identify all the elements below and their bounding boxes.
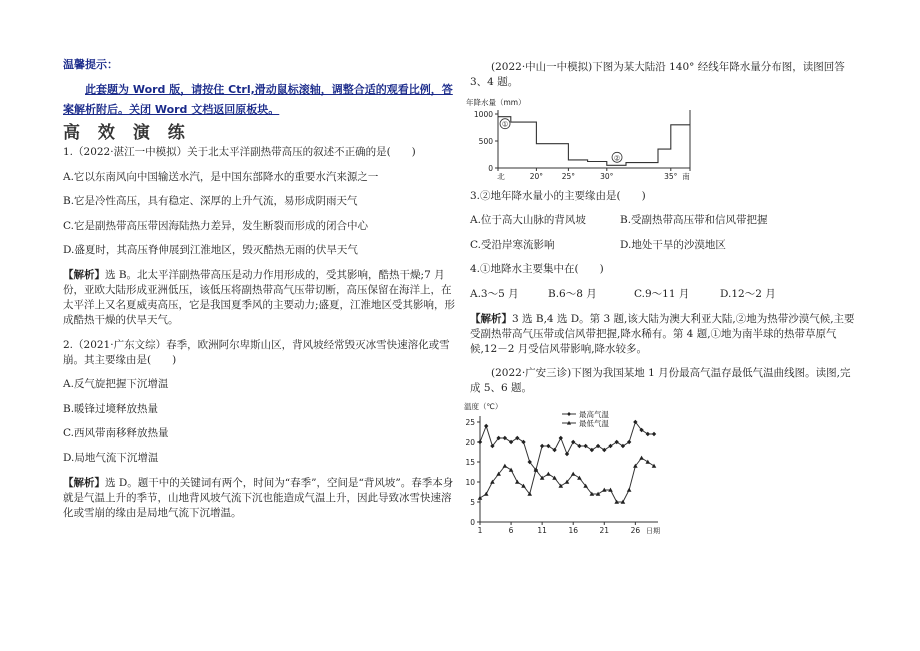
q34-analysis-text: 3 选 B,4 选 D。第 3 题,该大陆为澳大利亚大陆,②地为热带沙漠气候,主要受副热带高气压带或信风带把握,降水稀有。第 4 题,①地为南半球的热带草原气候,12－2 月受信风带影响,降水较多。 — [470, 312, 855, 355]
q1-option-a: A.它以东南风向中国输送水汽，是中国东部降水的重要水汽来源之一 — [63, 170, 379, 183]
q4-stem: 4.①地降水主要集中在( ) — [470, 263, 604, 276]
point-min-temp — [503, 463, 508, 467]
q56-intro: (2022·广安三诊)下图为我国某地 1 月份最高气温存最低气温曲线图。读图,完成 5、6 题。 — [470, 367, 851, 395]
q3-option-d: D.地处干旱的沙漠地区 — [620, 238, 726, 251]
x-tick-label: 26 — [630, 525, 641, 535]
point-min-temp — [571, 471, 576, 475]
q3-options-row2 — [470, 238, 855, 253]
legend-label: 最高气温 — [579, 409, 609, 419]
q2-analysis-label: 【解析】 — [63, 476, 105, 489]
y-tick-label: 500 — [478, 136, 493, 146]
q2-stem: 2.（2021·广东文综）春季，欧洲阿尔卑斯山区，背风坡经常毁灭冰雪快速溶化或雪崩。其主要缘由是( ) — [63, 338, 450, 366]
y-axis-label: 年降水量（mm） — [466, 97, 526, 107]
q1-option-b: B.它是冷性高压，具有稳定、深厚的上升气流，易形成阴雨天气 — [63, 195, 358, 208]
q2-option-d: D.局地气流下沉增温 — [63, 451, 159, 464]
x-tick-label: 20° — [529, 171, 544, 181]
q3-options-row1 — [470, 213, 855, 228]
q2-option-c: C.西风带南移释放热量 — [63, 427, 169, 440]
q1-analysis — [63, 268, 458, 328]
point-max-temp — [652, 432, 656, 436]
y-tick-label: 10 — [465, 477, 475, 487]
right-column — [464, 60, 855, 540]
point-min-temp — [639, 455, 644, 459]
q34-analysis — [470, 312, 855, 357]
point-min-temp — [515, 479, 520, 483]
series-line-1 — [480, 422, 654, 470]
y-tick-label: 0 — [488, 163, 493, 173]
x-axis-label: 日期 — [646, 526, 660, 535]
precipitation-line — [498, 116, 690, 165]
point-min-temp — [645, 459, 650, 463]
x-tick-label: 南 — [682, 171, 690, 181]
point-min-temp — [577, 475, 582, 479]
point-min-temp — [484, 491, 489, 495]
annotation-1: ① — [501, 120, 509, 129]
q3-option-c: C.受沿岸寒流影响 — [470, 238, 555, 251]
q4-option-d: D.12～2 月 — [720, 287, 776, 300]
q1-option-c: C.它是副热带高压带因海陆热力差异，发生断裂而形成的闭合中心 — [63, 219, 368, 232]
annotation-2: ② — [613, 153, 621, 162]
precipitation-chart — [464, 96, 704, 181]
y-tick-label: 20 — [465, 437, 475, 447]
point-min-temp — [546, 471, 551, 475]
y-tick-label: 0 — [470, 517, 475, 527]
x-tick-label: 30° — [600, 171, 614, 181]
q1-analysis-text: 选 B。北太平洋副热带高压是动力作用形成的，受其影响，酷热干燥;7 月份，亚欧大陆形成亚洲低压，该低压将副热带高气压带切断，高压保留在海洋上，在太平洋上又名夏威夷高压，它是我国夏季风的主要动力;盛夏，江淮地区受其影响，形成酷热干燥的伏旱天气。 — [63, 268, 456, 326]
point-max-temp — [540, 444, 544, 448]
point-min-temp — [627, 487, 632, 491]
x-tick-label: 11 — [537, 525, 547, 535]
q2-option-a: A.反气旋把握下沉增温 — [63, 378, 169, 391]
q1-analysis-label: 【解析】 — [63, 268, 105, 281]
q34-analysis-label: 【解析】 — [470, 312, 512, 325]
y-tick-label: 1000 — [473, 109, 493, 119]
legend-label: 最低气温 — [579, 418, 609, 428]
y-tick-label: 5 — [470, 497, 475, 507]
q4-option-b: B.6～8 月 — [548, 287, 597, 300]
q4-option-a: A.3～5 月 — [470, 287, 519, 300]
y-tick-label: 25 — [465, 417, 475, 427]
y-tick-label: 15 — [465, 457, 475, 467]
x-tick-label: 16 — [568, 525, 578, 535]
q2-analysis-text: 选 D。题干中的关键词有两个，时间为“春季”，空间是“背风坡”。春季本身就是气温上升的季节，山地背风坡气流下沉也能造成气温上升，因此导致冰雪快速溶化或雪崩的缘由是局地气流下沉增温。 — [63, 476, 454, 519]
point-min-temp — [509, 467, 514, 471]
point-min-temp — [652, 463, 657, 467]
q4-option-c: C.9～11 月 — [634, 287, 690, 300]
x-tick-label: 6 — [508, 525, 514, 535]
x-tick-label: 35° — [664, 171, 678, 181]
temperature-chart — [462, 400, 672, 540]
q2-analysis — [63, 476, 458, 521]
point-min-temp — [552, 475, 557, 479]
q3-option-b: B.受副热带高压带和信风带把握 — [620, 214, 768, 227]
q4-options — [470, 287, 855, 302]
q1-option-d: D.盛夏时，其高压脊伸展到江淮地区，毁灭酷热无雨的伏旱天气 — [63, 244, 358, 257]
point-min-temp — [478, 495, 483, 499]
point-max-temp — [484, 424, 488, 428]
q3-stem: 3.②地年降水量小的主要缘由是( ) — [470, 189, 646, 202]
word-notice: 此套题为 Word 版，请按住 Ctrl,滑动鼠标滚轴，调整合适的观看比例，答案解析附后。关闭 Word 文档返回原板块。 — [63, 83, 453, 116]
q1-stem: 1.（2022·湛江一中模拟）关于北太平洋副热带高压的叙述不正确的是( ) — [63, 146, 416, 158]
point-max-temp — [478, 440, 482, 444]
left-column — [63, 57, 458, 530]
q2-option-b: B.暖锋过境释放热量 — [63, 402, 159, 415]
x-tick-label: 25° — [561, 171, 576, 181]
q34-intro: (2022·中山一中模拟)下图为某大陆沿 140° 经线年降水量分布图，读图回答 3、4 题。 — [470, 61, 845, 88]
tip-label: 温馨提示： — [63, 58, 118, 71]
legend-marker — [567, 412, 571, 416]
x-tick-label: 1 — [477, 525, 483, 535]
x-tick-label: 北 — [497, 171, 505, 181]
y-axis-label: 温度（℃） — [464, 401, 503, 411]
point-max-temp — [559, 436, 563, 440]
q3-option-a: A.位于高大山脉的背风坡 — [470, 214, 586, 227]
section-title: 高 效 演 练 — [63, 123, 191, 143]
point-max-temp — [565, 452, 569, 456]
x-tick-label: 21 — [599, 525, 610, 535]
point-min-temp — [521, 483, 526, 487]
